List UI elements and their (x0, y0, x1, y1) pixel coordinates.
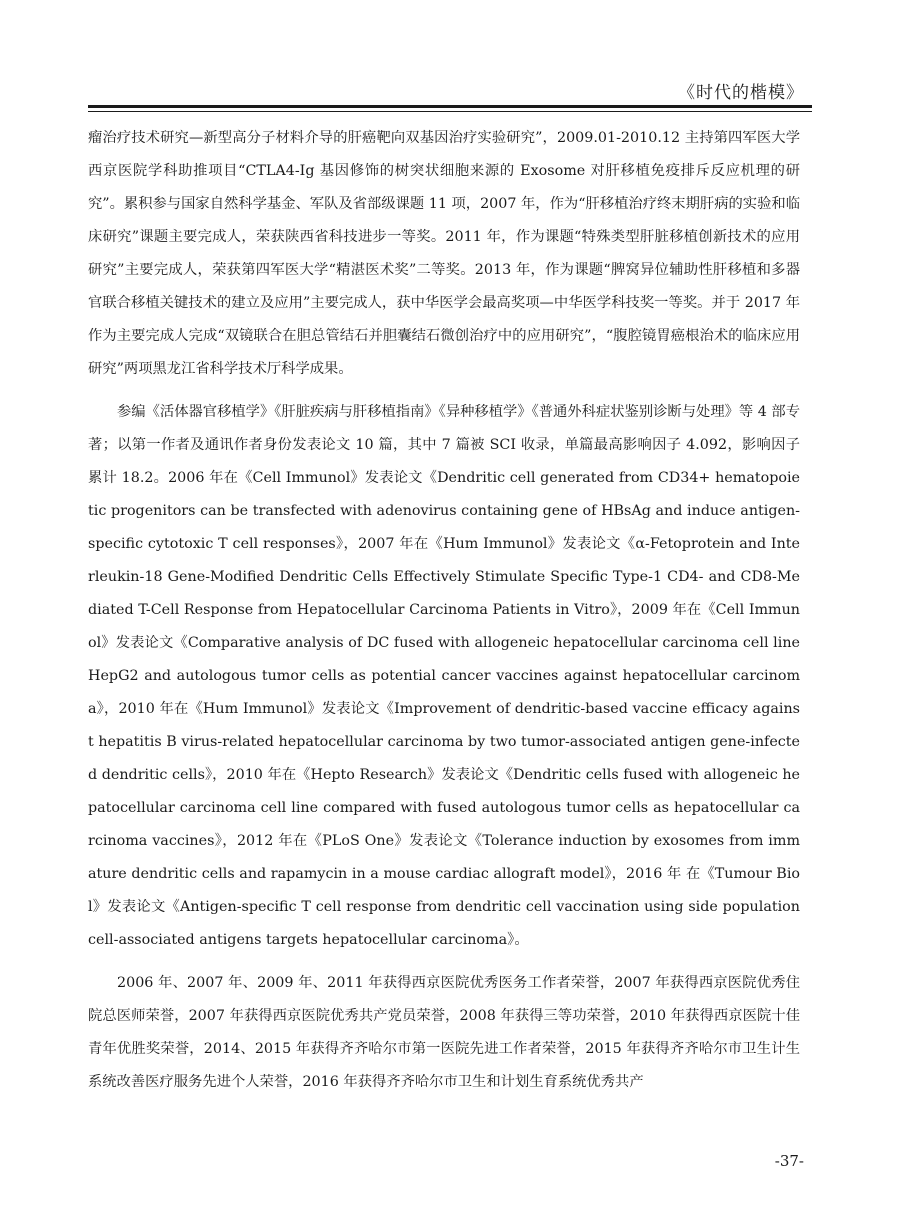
running-header-title: 《时代的楷模》 (678, 83, 804, 103)
page-number: -37- (774, 1152, 804, 1170)
header-rule-thin (88, 111, 812, 112)
paragraph-honors: 2006 年、2007 年、2009 年、2011 年获得西京医院优秀医务工作者荣誉，2007 年获得西京医院优秀住院总医师荣誉，2007 年获得西京医院优秀共产党员荣誉，2008 年获得三等功荣誉，2010 年获得西京医院十佳青年优胜奖荣誉，2014、2015 年获得齐齐哈尔市第一医院先进工作者荣誉，2015 年获得齐齐哈尔市卫生计生系统改善医疗服务先进个人荣誉，2016 年获得齐齐哈尔市卫生和计划生育系统优秀共产 (88, 975, 800, 1090)
header-rule-thick (88, 105, 812, 108)
paragraph-publications: 参编《活体器官移植学》《肝脏疾病与肝移植指南》《异种移植学》《普通外科症状鉴别诊断与处理》等 4 部专著；以第一作者及通讯作者身份发表论文 10 篇，其中 7 篇被 SCI 收录，单篇最高影响因子 4.092，影响因子累计 18.2。2006 年在《Cell Immunol》发表论文《Dendritic cell generated from CD34+ hematopoietic progenitors can be transfected with adenovirus containing gene of HBsAg and induce antigen-specific cytotoxic T cell responses》，2007 年在《Hum Immunol》发表论文《α-Fetoprotein and Interleukin-18 Gene-Modified Dendritic Cells Effectively Stimulate Specific Type-1 CD4- and CD8-Mediated T-Cell Response from Hepatocellular Carcinoma Patients in Vitro》，2009 年在《Cell Immunol》发表论文《Comparative analysis of DC fused with allogeneic hepatocellular carcinoma cell line HepG2 and autologous tumor cells as potential cancer vaccines against hepatocellular carcinoma》，2010 年在《Hum Immunol》发表论文《Improvement of dendritic-based vaccine efficacy against hepatitis B virus-related hepatocellular carcinoma by two tumor-associated antigen gene-infected dendritic cells》，2010 年在《Hepto Research》发表论文《Dendritic cells fused with allogeneic hepatocellular carcinoma cell line compared with fused autologous tumor cells as hepatocellular carcinoma vaccines》，2012 年在《PLoS One》发表论文《Tolerance induction by exosomes from immature dendritic cells and rapamycin in a mouse cardiac allograft model》，2016 年 在《Tumour Biol》发表论文《Antigen-specific T cell response from dendritic cell vaccination using side population cell-associated antigens targets hepatocellular carcinoma》。 (88, 404, 800, 948)
paragraph-research-awards: 瘤治疗技术研究—新型高分子材料介导的肝癌靶向双基因治疗实验研究”，2009.01-2010.12 主持第四军医大学西京医院学科助推项目“CTLA4-Ig 基因修饰的树突状细胞来源的 Exosome 对肝移植免疫排斥反应机理的研究”。累积参与国家自然科学基金、军队及省部级课题 11 项，2007 年，作为“肝移植治疗终末期肝病的实验和临床研究”课题主要完成人，荣获陕西省科技进步一等奖。2011 年，作为课题“特殊类型肝脏移植创新技术的应用研究”主要完成人，荣获第四军医大学“精湛医术奖”二等奖。2013 年，作为课题“脾窝异位辅助性肝移植和多器官联合移植关键技术的建立及应用”主要完成人，获中华医学会最高奖项—中华医学科技奖一等奖。并于 2017 年作为主要完成人完成“双镜联合在胆总管结石并胆囊结石微创治疗中的应用研究”，“腹腔镜胃癌根治术的临床应用研究”两项黑龙江省科学技术厅科学成果。 (88, 130, 801, 377)
page-body (88, 122, 800, 1109)
